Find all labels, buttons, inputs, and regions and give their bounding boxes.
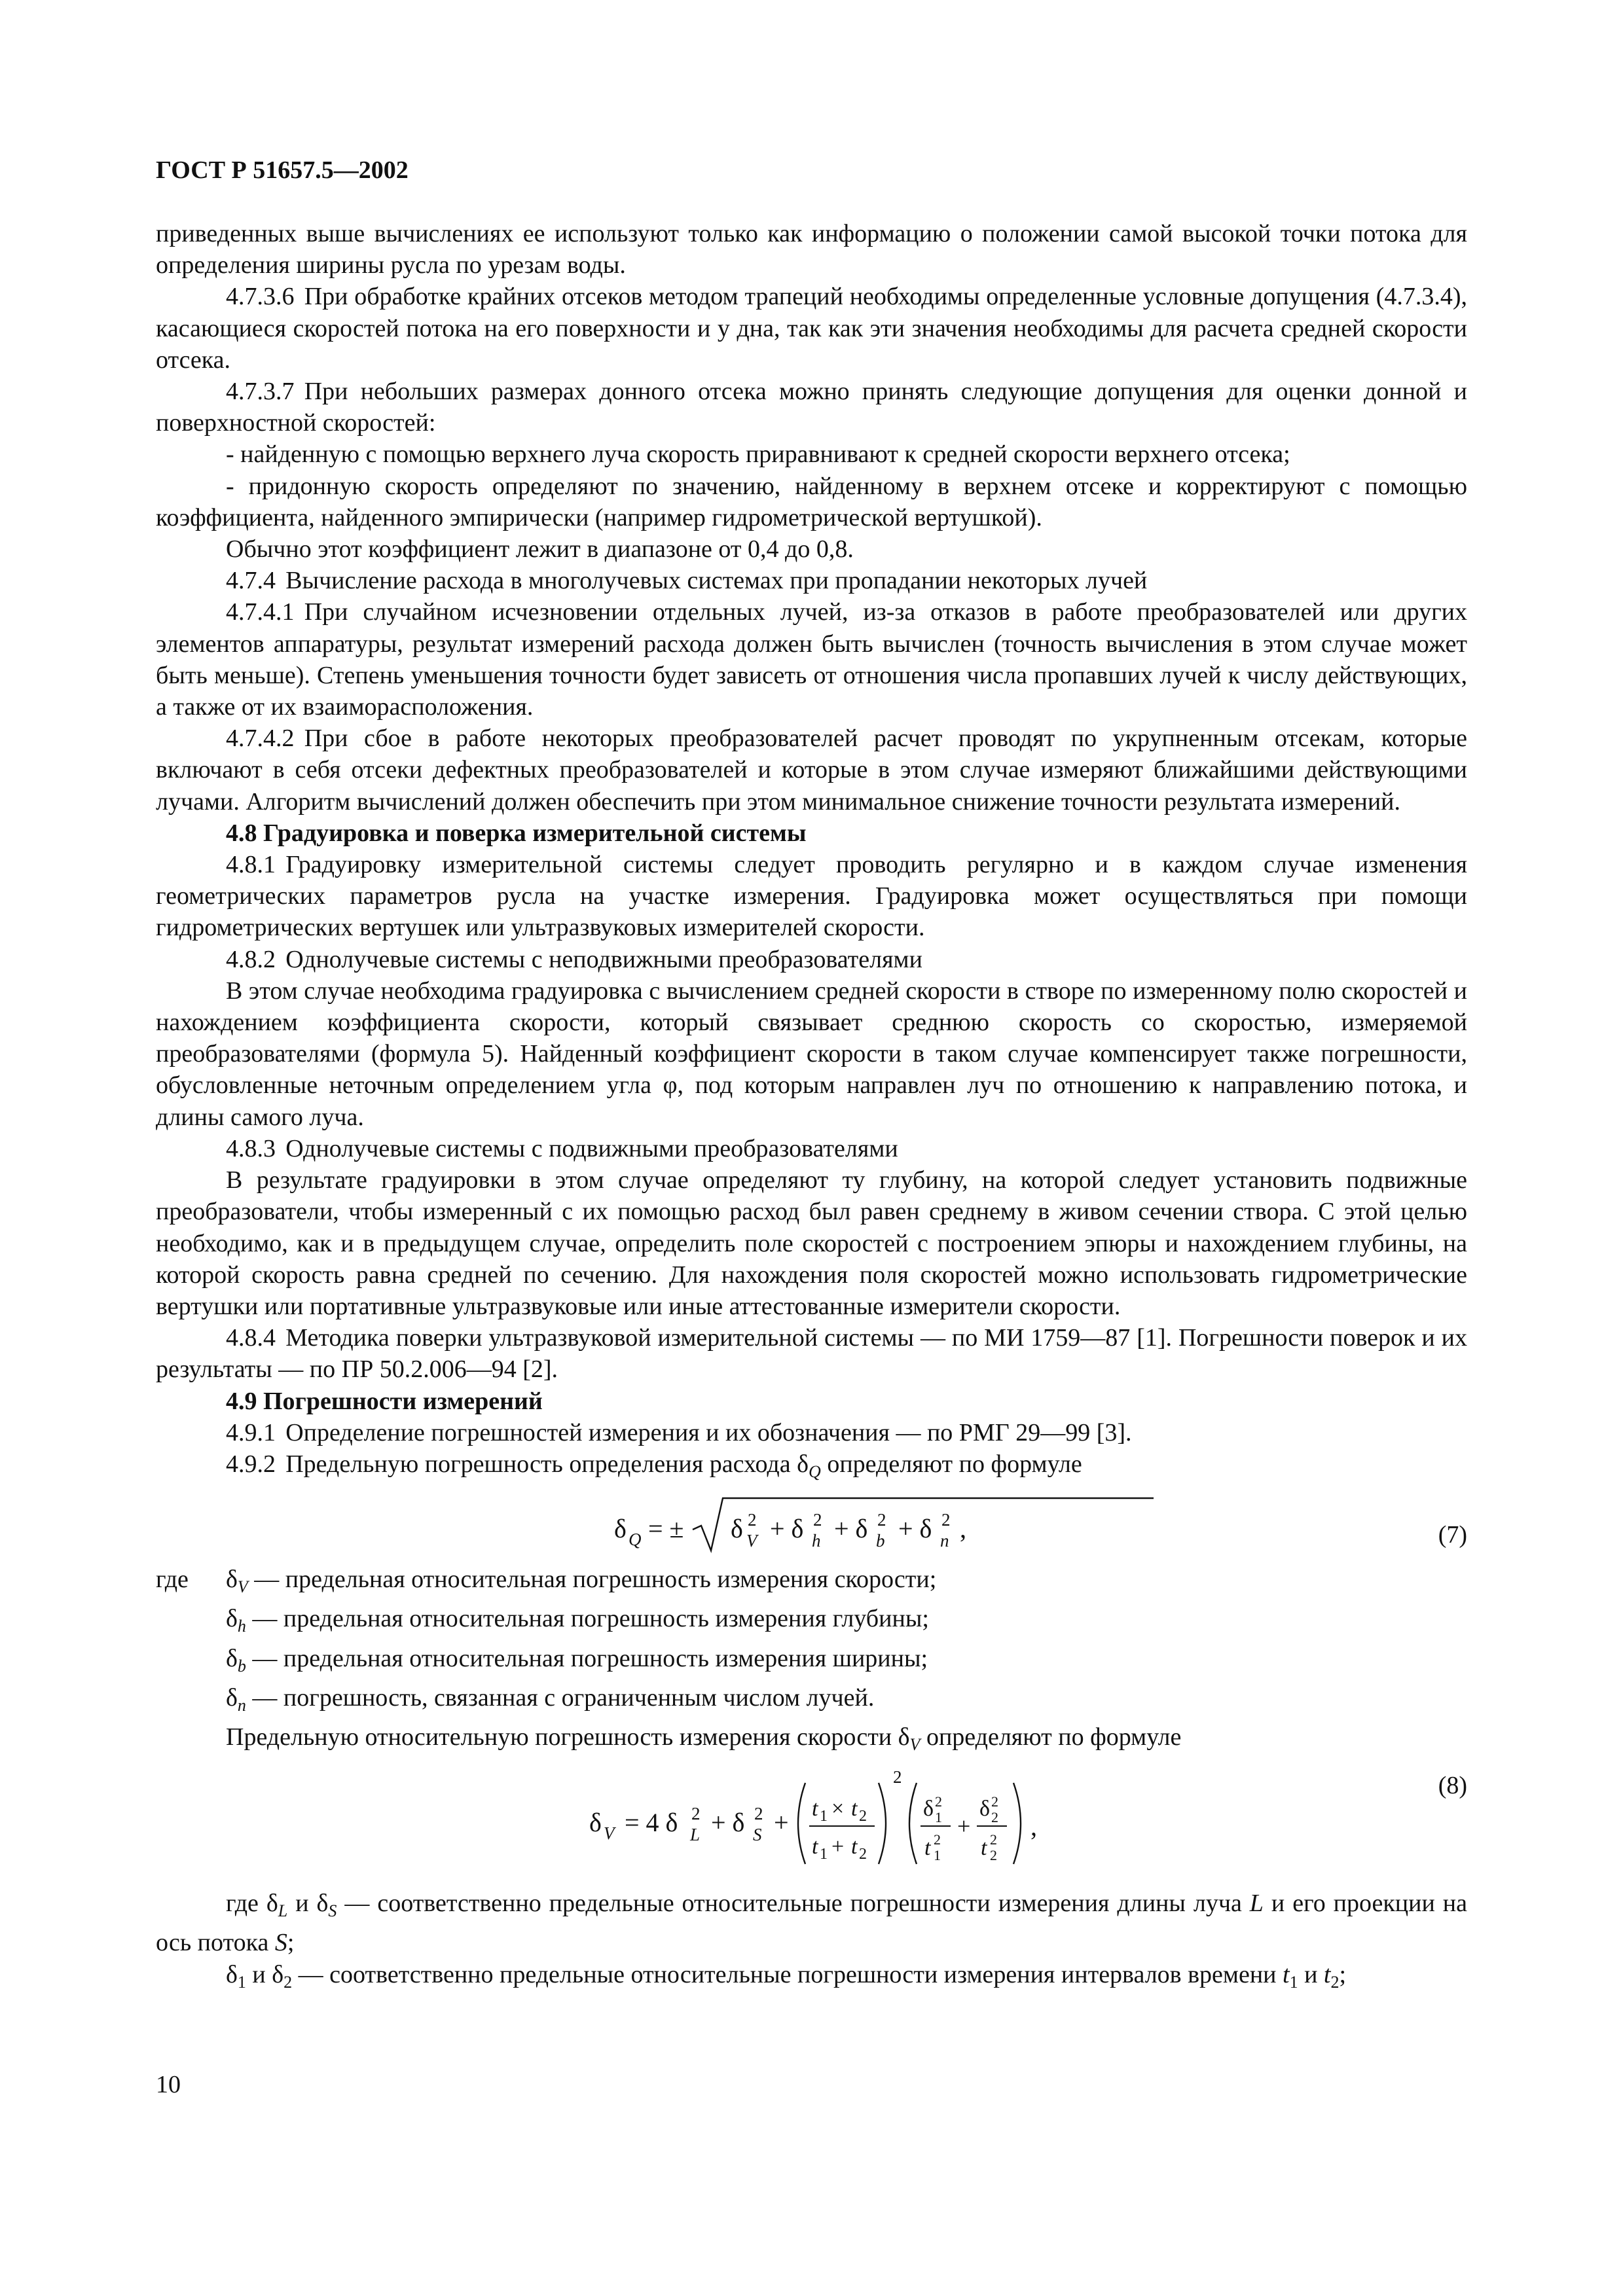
paragraph-4-7-4: [156, 565, 1467, 596]
equation-number: (8): [1438, 1772, 1467, 1800]
svg-text:n: n: [940, 1531, 949, 1551]
clause-text: Однолучевые системы с неподвижными преобразователями: [285, 945, 922, 973]
formula-7: [156, 1492, 1467, 1560]
clause-number: 4.7.3.7: [226, 378, 295, 406]
subscript: Q: [809, 1462, 821, 1481]
svg-text:,: ,: [1030, 1812, 1037, 1842]
clause-text: При сбое в работе некоторых преобразователей расчет проводят по укрупненным отсекам, которые включают в себя отсеки дефектных преобразователей и которые в этом случае измеряют ближайшими действующими лучами. Алгоритм вычислений должен обеспечить при этом минимальное снижение точности результата измерений.: [156, 725, 1467, 816]
svg-text:+: +: [774, 1808, 789, 1838]
svg-text:2: 2: [859, 1808, 867, 1825]
svg-text:b: b: [876, 1531, 885, 1551]
svg-text:δ: δ: [731, 1514, 743, 1544]
svg-text:t: t: [851, 1797, 858, 1821]
svg-text:,: ,: [960, 1514, 966, 1544]
paragraph-4-9-2: [156, 1448, 1467, 1488]
dash-item: - найденную с помощью верхнего луча скорость приравнивают к средней скорости верхнего отсека;: [226, 440, 1290, 469]
clause-number: 4.8.3: [226, 1134, 276, 1162]
clause-number: 4.9.1: [226, 1418, 276, 1446]
where-lead: где: [156, 1566, 189, 1594]
svg-text:+ δ: + δ: [834, 1514, 868, 1544]
clause-text: Методика поверки ультразвуковой измерительной системы — по МИ 1759—87 [1]. Погрешности поверок и их результаты — по ПР 50.2.006—94 [2].: [156, 1324, 1467, 1384]
definition-delta-l-s: где $\delta_L$ и $\delta_S$ — соответственно предельные относительные погрешности измерения длины луча L и его проекции на ось потока S;: [156, 1890, 1467, 1957]
paragraph-velocity-error: Предельную относительную погрешность измерения скорости $\delta_V$ определяют по формуле: [226, 1723, 1182, 1754]
svg-text:+ δ: + δ: [898, 1514, 932, 1544]
document-header: ГОСТ Р 51657.5—2002: [156, 156, 409, 184]
clause-text: При обработке крайних отсеков методом трапеций необходимы определенные условные допущения (4.7.3.4), касающиеся скоростей потока на его поверхности и у дна, так как эти значения необходимы для расчета средней скорости отсека.: [156, 283, 1467, 374]
svg-text:L: L: [690, 1825, 701, 1845]
definition-delta-v: $\delta_V$ — предельная относительная погрешность измерения скорости;: [226, 1566, 937, 1597]
svg-text:δ: δ: [614, 1514, 627, 1544]
svg-text:2: 2: [748, 1510, 757, 1530]
definition-delta-1-2: $\delta_1$ и $\delta_2$ — соответственно предельные относительные погрешности измерения интервалов времени $t_1$ и $t_2$;: [226, 1960, 1347, 1992]
equation-number: (7): [1438, 1521, 1467, 1549]
definition-delta-h: $\delta_h$ — предельная относительная погрешность измерения глубины;: [226, 1605, 929, 1636]
svg-text:2: 2: [934, 1831, 941, 1848]
svg-text:2: 2: [877, 1510, 886, 1530]
svg-text:Q: Q: [629, 1530, 642, 1550]
svg-text:2: 2: [859, 1846, 867, 1863]
svg-text:V: V: [746, 1531, 757, 1551]
svg-text:2: 2: [990, 1831, 997, 1848]
svg-text:t: t: [924, 1836, 931, 1861]
paragraph: Обычно этот коэффициент лежит в диапазоне от 0,4 до 0,8.: [226, 535, 854, 564]
svg-text:2: 2: [893, 1767, 902, 1787]
paragraph-4-7-3-7: [156, 376, 1467, 439]
svg-text:+: +: [831, 1835, 845, 1859]
svg-text:1: 1: [935, 1809, 942, 1826]
svg-text:2: 2: [754, 1804, 763, 1824]
svg-text:t: t: [851, 1835, 858, 1859]
paragraph-4-8-3: [156, 1133, 1467, 1164]
clause-number: 4.7.3.6: [226, 283, 295, 311]
paragraph-4-8-1: [156, 849, 1467, 944]
clause-number: 4.7.4: [226, 567, 276, 595]
paragraph-4-7-4-2: [156, 723, 1467, 817]
clause-text: Однолучевые системы с подвижными преобразователями: [285, 1134, 898, 1162]
clause-number: 4.8.2: [226, 945, 276, 973]
svg-text:δ: δ: [589, 1808, 602, 1838]
clause-text: При небольших размерах донного отсека можно принять следующие допущения для оценки донной и поверхностной скоростей:: [156, 378, 1467, 437]
paragraph: В результате градуировки в этом случае определяют ту глубину, на которой следует установить подвижные преобразователи, чтобы измеренный с их помощью расход был равен среднему в живом сечении створа. С этой целью необходимо, как и в предыдущем случае, определить поле скоростей с построением эпюры и нахождением глубины, на которой скорость равна средней по сечению. Для нахождения поля скоростей можно использовать гидрометрические вертушки или портативные ультразвуковые или иные аттестованные измерители скорости.: [156, 1166, 1467, 1320]
paragraph-4-8-4: [156, 1322, 1467, 1385]
formula-7-graphic: [156, 1492, 1467, 1560]
svg-text:t: t: [812, 1797, 818, 1821]
svg-text:1: 1: [820, 1808, 828, 1825]
svg-text:1: 1: [820, 1846, 828, 1863]
clause-number: 4.8.1: [226, 851, 276, 879]
definition-delta-n: $\delta_n$ — погрешность, связанная с ограниченным числом лучей.: [226, 1683, 875, 1715]
clause-number: 4.7.4.1: [226, 598, 295, 626]
page-content: [156, 155, 1467, 1998]
clause-text-tail: определяют по формуле: [820, 1450, 1082, 1478]
clause-number: 4.9.2: [226, 1450, 276, 1478]
clause-text: Градуировку измерительной системы следует проводить регулярно и в каждом случае изменения геометрических параметров русла на участке измерения. Градуировка может осуществляться при помощи гидрометрических вертушек или ультразвуковых измерителей скорости.: [156, 851, 1467, 942]
paragraph-4-7-3-6: [156, 281, 1467, 376]
section-heading-4-8: 4.8 Градуировка и поверка измерительной системы: [226, 819, 807, 847]
svg-text:+: +: [957, 1813, 971, 1840]
svg-text:h: h: [812, 1531, 821, 1551]
clause-number: 4.7.4.2: [226, 725, 295, 753]
svg-text:+ δ: + δ: [711, 1808, 745, 1838]
formula-8: [156, 1767, 1467, 1871]
clause-text: Определение погрешностей измерения и их обозначения — по РМГ 29—99 [3].: [285, 1418, 1132, 1446]
paragraph: приведенных выше вычислениях ее используют только как информацию о положении самой высокой точки потока для определения ширины русла по урезам воды.: [156, 220, 1467, 279]
svg-text:×: ×: [831, 1797, 845, 1821]
clause-text: Предельную погрешность определения расхода δ: [285, 1450, 809, 1478]
formula-8-graphic: [156, 1767, 1467, 1871]
svg-text:δ: δ: [923, 1797, 934, 1821]
paragraph: В этом случае необходима градуировка с вычислением средней скорости в створе по измеренному полю скоростей и нахождением коэффициента скорости, который связывает среднюю скорость со скоростью, измеряемой преобразователями (формула 5). Найденный коэффициент скорости в таком случае компенсирует также погрешности, обусловленные неточным определением угла φ, под которым направлен луч по отношению к направлению потока, и длины самого луча.: [156, 977, 1467, 1131]
svg-text:2: 2: [990, 1847, 997, 1864]
clause-text: При случайном исчезновении отдельных лучей, из-за отказов в работе преобразователей или других элементов аппаратуры, результат измерений расхода должен быть вычислен (точность вычисления в этом случае может быть меньше). Степень уменьшения точности будет зависеть от отношения числа пропавших лучей к числу действующих, а также от их взаиморасположения.: [156, 598, 1467, 721]
definition-delta-b: $\delta_b$ — предельная относительная погрешность измерения ширины;: [226, 1644, 928, 1676]
svg-text:+ δ: + δ: [770, 1514, 804, 1544]
section-heading-4-9: 4.9 Погрешности измерений: [226, 1387, 543, 1415]
svg-text:S: S: [753, 1825, 762, 1845]
svg-text:2: 2: [991, 1793, 998, 1810]
clause-text: Вычисление расхода в многолучевых системах при пропадании некоторых лучей: [285, 567, 1148, 595]
page-number: 10: [156, 2071, 181, 2098]
paragraph-4-9-1: [156, 1417, 1467, 1448]
dash-item: - придонную скорость определяют по значению, найденному в верхнем отсеке и корректируют с помощью коэффициента, найденного эмпирически (например гидрометрической вертушкой).: [156, 472, 1467, 531]
svg-text:t: t: [981, 1836, 987, 1861]
symbol-definitions: [156, 1564, 1467, 1721]
subscript: V: [909, 1734, 921, 1754]
svg-text:2: 2: [941, 1510, 951, 1530]
svg-text:2: 2: [935, 1793, 942, 1810]
svg-text:V: V: [604, 1823, 615, 1844]
clause-number: 4.8.4: [226, 1324, 276, 1352]
paragraph-4-8-2: [156, 944, 1467, 975]
svg-text:t: t: [812, 1835, 818, 1859]
svg-text:2: 2: [991, 1809, 998, 1826]
svg-text:2: 2: [691, 1804, 701, 1824]
svg-text:δ: δ: [979, 1797, 991, 1821]
svg-text:= ±: = ±: [648, 1514, 684, 1544]
paragraph-4-7-4-1: [156, 596, 1467, 723]
svg-text:1: 1: [934, 1847, 941, 1864]
svg-text:2: 2: [813, 1510, 822, 1530]
svg-text:= 4 δ: = 4 δ: [625, 1808, 678, 1838]
